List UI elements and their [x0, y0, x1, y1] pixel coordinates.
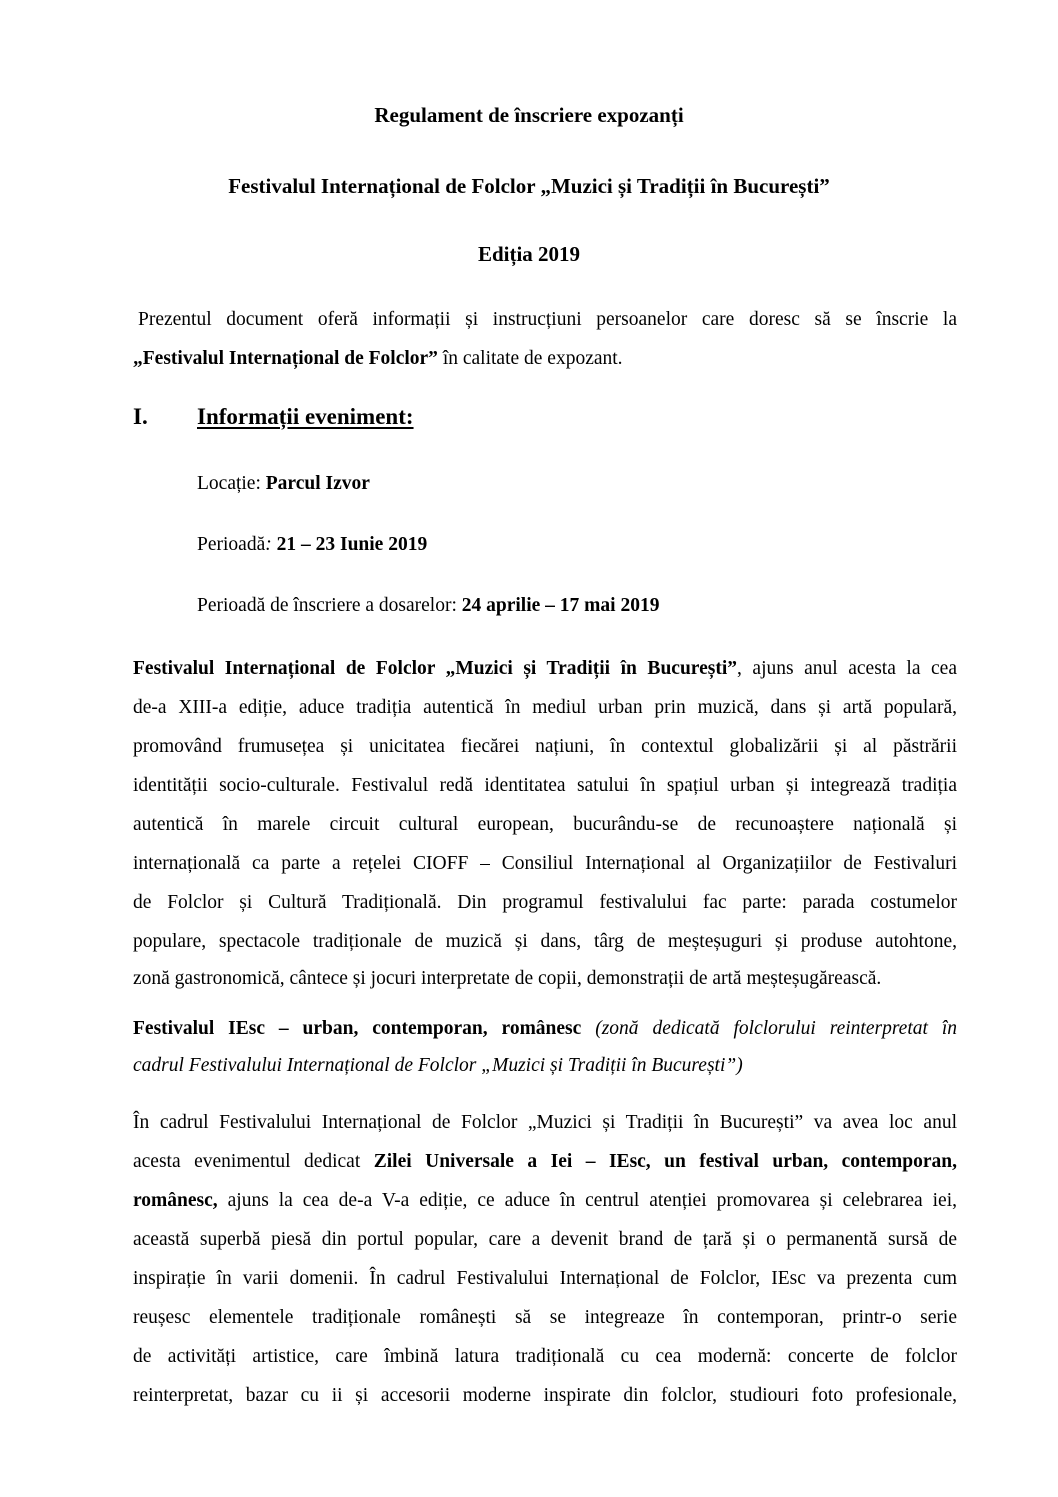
paragraph-line: zonă gastronomică, cântece și jocuri interpretate de copii, demonstrații de artă meșteșugărească.	[133, 968, 882, 989]
paragraph-line: autentică în marele circuit cultural european, bucurându-se de recunoaștere națională și	[133, 814, 957, 835]
festival-title: Festivalul Internațional de Folclor „Muzici și Tradiții în București”	[228, 174, 830, 198]
paragraph-line: acesta evenimentul dedicat Zilei Universale a Iei – IEsc, un festival urban, contemporan,	[133, 1151, 957, 1172]
heading-line: Festivalul IEsc – urban, contemporan, românesc (zonă dedicată folclorului reinterpretat în	[133, 1018, 957, 1039]
edition-title: Ediția 2019	[477, 242, 581, 266]
paragraph-line: populare, spectacole tradiționale de muzică și dans, târg de meșteșuguri și produse autohtone,	[133, 931, 957, 952]
period-line: Perioadă: 21 – 23 Iunie 2019	[197, 534, 428, 555]
registration-period-line: Perioadă de înscriere a dosarelor: 24 aprilie – 17 mai 2019	[197, 595, 660, 616]
location-line: Locație: Parcul Izvor	[197, 473, 370, 494]
heading-line: cadrul Festivalului Internațional de Folclor „Muzici și Tradiții în București”)	[133, 1055, 743, 1076]
paragraph-line: de Folclor și Cultură Tradițională. Din programul festivalului fac parte: parada costumelor	[133, 892, 957, 913]
intro-line-2: „Festivalul Internațional de Folclor” în calitate de expozant.	[133, 348, 623, 369]
section-number: I.	[133, 404, 148, 429]
intro-line-1: Prezentul document oferă informații și instrucțiuni persoanelor care doresc să se înscrie la	[138, 309, 957, 330]
paragraph-line: de-a XIII-a ediție, aduce tradiția autentică în mediul urban prin muzică, dans și artă populară,	[133, 697, 957, 718]
paragraph-line: Festivalul Internațional de Folclor „Muzici și Tradiții în București”, ajuns anul acesta la cea	[133, 658, 957, 679]
section-title: Informații eveniment:	[197, 404, 414, 429]
document-title: Regulament de înscriere expozanți	[374, 103, 684, 127]
paragraph-line: această superbă piesă din portul popular, care a devenit brand de țară și o permanentă sursă de	[133, 1229, 957, 1250]
paragraph-line: reușesc elementele tradiționale românești să se integreaze în contemporan, printr-o serie	[133, 1307, 957, 1328]
paragraph-line: promovând frumusețea și unicitatea fiecărei națiuni, în contextul globalizării și al păstrării	[133, 736, 957, 757]
paragraph-line: În cadrul Festivalului Internațional de Folclor „Muzici și Tradiții în București” va avea loc anul	[133, 1112, 957, 1133]
paragraph-line: identității socio-culturale. Festivalul redă identitatea satului în spațiul urban și integrează tradiția	[133, 775, 957, 796]
paragraph-line: internațională ca parte a rețelei CIOFF – Consiliul Internațional al Organizațiilor de Festivaluri	[133, 853, 957, 874]
paragraph-line: de activități artistice, care îmbină latura tradițională cu cea modernă: concerte de folclor	[133, 1346, 957, 1367]
paragraph-line: românesc, ajuns la cea de-a V-a ediție, ce aduce în centrul atenției promovarea și celebrarea iei,	[133, 1190, 957, 1211]
paragraph-line: reinterpretat, bazar cu ii și accesorii moderne inspirate din folclor, studiouri foto profesionale,	[133, 1385, 957, 1406]
paragraph-line: inspirație în varii domenii. În cadrul Festivalului Internațional de Folclor, IEsc va prezenta cum	[133, 1268, 957, 1289]
